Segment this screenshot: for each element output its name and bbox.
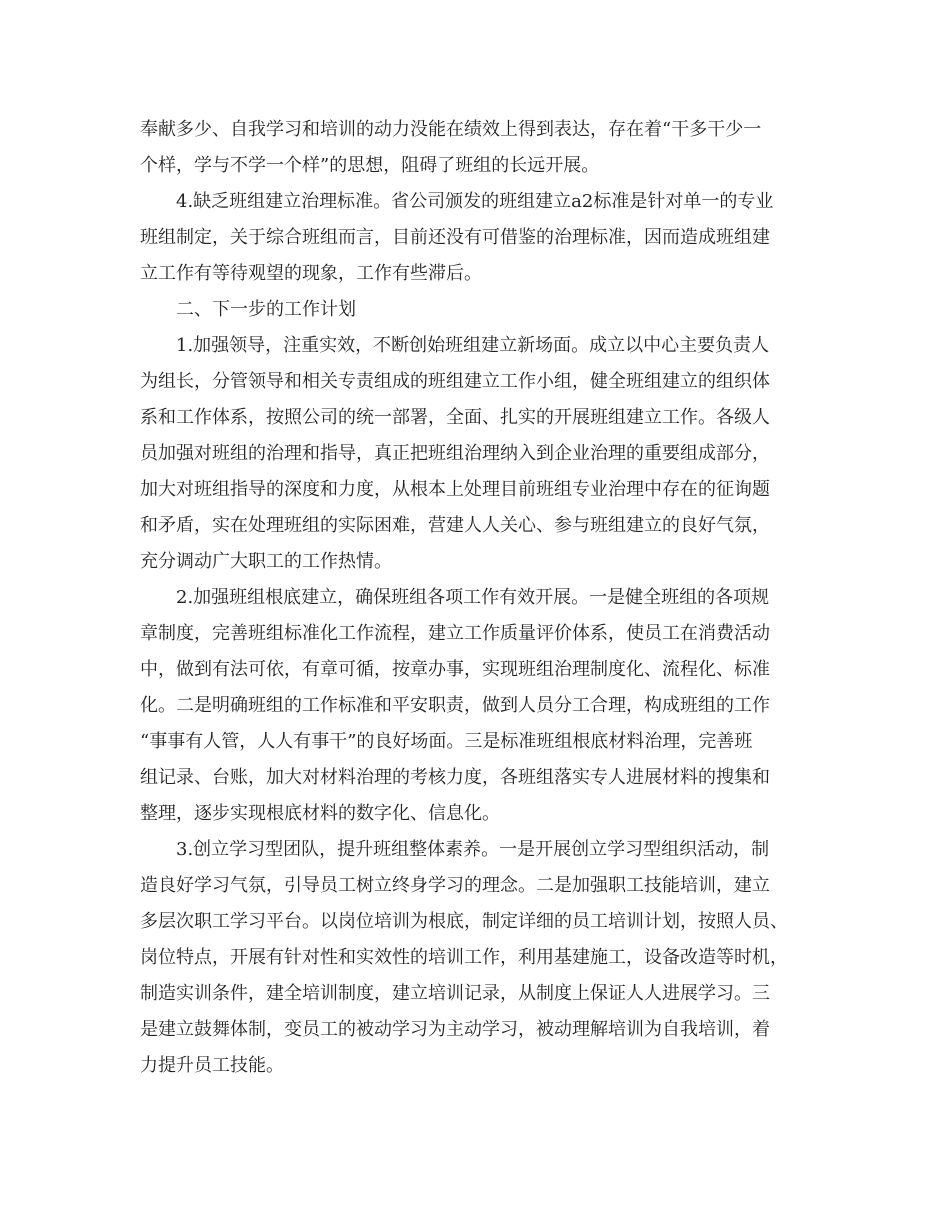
- text-line: 组记录、台账，加大对材料治理的考核力度，各班组落实专人进展材料的搜集和: [140, 767, 770, 788]
- text-line: 二、下一步的工作计划: [176, 299, 356, 320]
- text-line: 中，做到有法可依，有章可循，按章办事，实现班组治理制度化、流程化、标准: [140, 659, 770, 680]
- text-line: 系和工作体系，按照公司的统一部署，全面、扎实的开展班组建立工作。各级人: [140, 407, 770, 428]
- text-line: 充分调动广大职工的工作热情。: [140, 551, 392, 572]
- text-line: 章制度，完善班组标准化工作流程，建立工作质量评价体系，使员工在消费活动: [140, 623, 770, 644]
- text-line: 加大对班组指导的深度和力度，从根本上处理目前班组专业治理中存在的征询题: [140, 479, 770, 500]
- text-line: 制造实训条件，建全培训制度，建立培训记录，从制度上保证人人进展学习。三: [140, 983, 770, 1004]
- text-line: 员加强对班组的治理和指导，真正把班组治理纳入到企业治理的重要组成部分，: [140, 443, 770, 464]
- text-line: 造良好学习气氛，引导员工树立终身学习的理念。二是加强职工技能培训，建立: [140, 875, 770, 896]
- text-line: 2.加强班组根底建立，确保班组各项工作有效开展。一是健全班组的各项规: [176, 587, 770, 608]
- text-line: 4.缺乏班组建立治理标准。省公司颁发的班组建立a2标准是针对单一的专业: [176, 191, 774, 212]
- text-line: 力提升员工技能。: [140, 1055, 284, 1076]
- text-line: 多层次职工学习平台。以岗位培训为根底，制定详细的员工培训计划，按照人员、: [140, 911, 788, 932]
- text-line: 奉献多少、自我学习和培训的动力没能在绩效上得到表达，存在着“干多干少一: [140, 119, 762, 140]
- text-line: 化。二是明确班组的工作标准和平安职责，做到人员分工合理，构成班组的工作: [140, 695, 770, 716]
- text-line: 3.创立学习型团队，提升班组整体素养。一是开展创立学习型组织活动，制: [176, 839, 770, 860]
- text-line: 和矛盾，实在处理班组的实际困难，营建人人关心、参与班组建立的良好气氛，: [140, 515, 770, 536]
- text-line: 岗位特点，开展有针对性和实效性的培训工作，利用基建施工，设备改造等时机，: [140, 947, 788, 968]
- document-body: [140, 112, 806, 1084]
- text-line: 班组制定，关于综合班组而言，目前还没有可借鉴的治理标准，因而造成班组建: [140, 227, 770, 248]
- text-line: 立工作有等待观望的现象，工作有些滞后。: [140, 263, 482, 284]
- text-line: 整理，逐步实现根底材料的数字化、信息化。: [140, 803, 500, 824]
- text-line: 个样，学与不学一个样”的思想，阻碍了班组的长远开展。: [140, 155, 600, 176]
- text-line: 是建立鼓舞体制，变员工的被动学习为主动学习，被动理解培训为自我培训，着: [140, 1019, 770, 1040]
- text-line: 1.加强领导，注重实效，不断创始班组建立新场面。成立以中心主要负责人: [176, 335, 770, 356]
- text-line: “事事有人管，人人有事干”的良好场面。三是标准班组根底材料治理，完善班: [140, 731, 753, 752]
- text-line: 为组长，分管领导和相关专责组成的班组建立工作小组，健全班组建立的组织体: [140, 371, 770, 392]
